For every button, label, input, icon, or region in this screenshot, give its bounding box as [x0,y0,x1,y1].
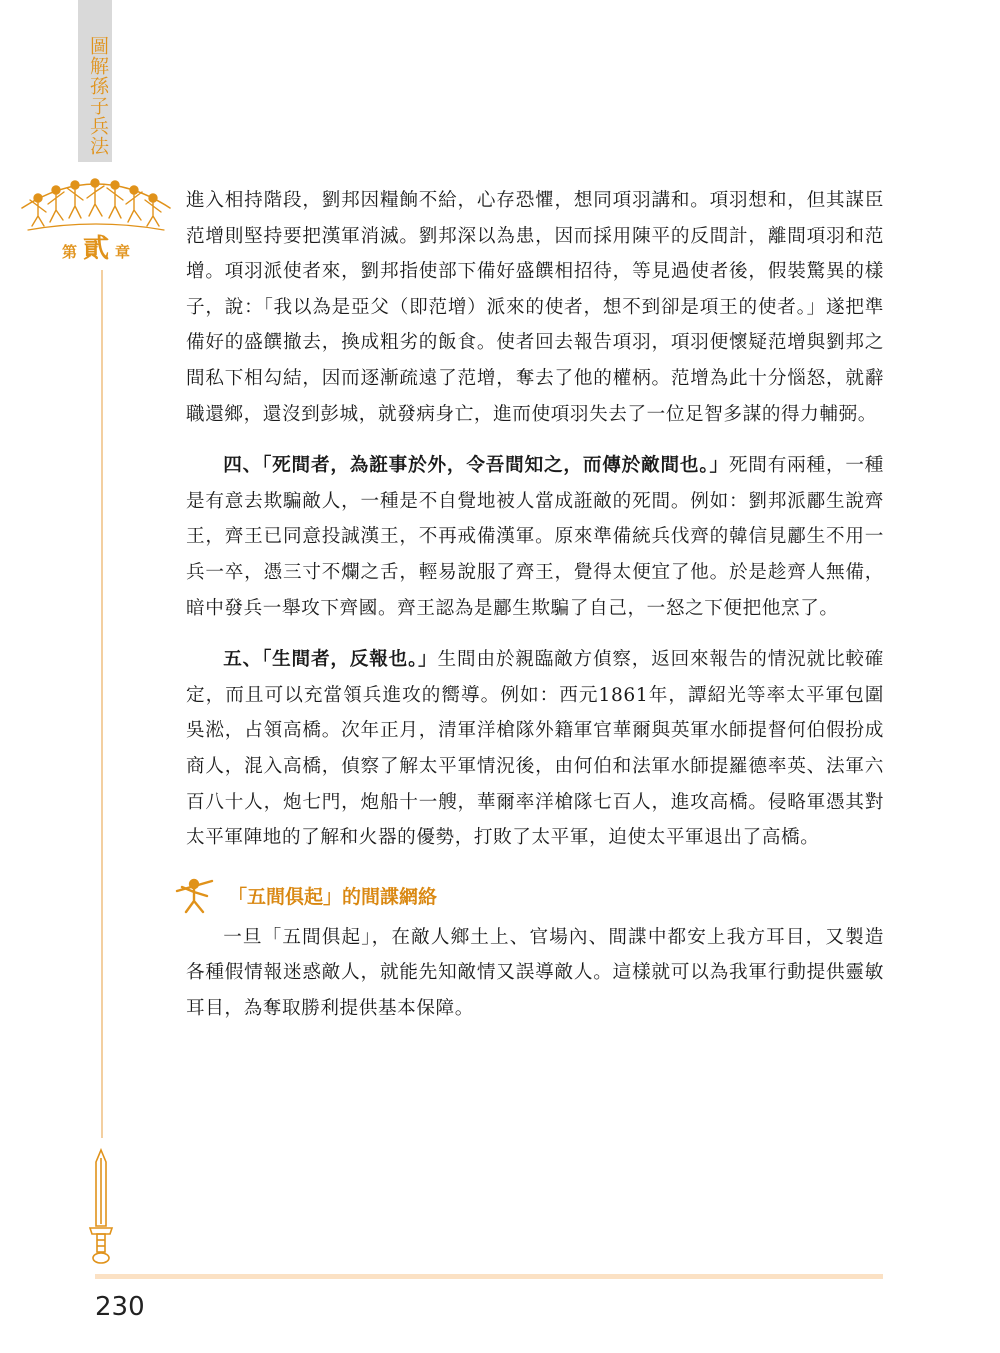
chapter-prefix: 第 [62,243,78,261]
page-number: 230 [95,1292,145,1322]
warrior-icon [174,877,214,915]
section-heading [174,876,884,916]
paragraph-2 [186,448,884,626]
paragraph-4: 一旦「五間俱起」，在敵人鄉土上、官場內、間諜中都安上我方耳目，又製造各種假情報迷惑敵人，就能先知敵情又誤導敵人。這樣就可以為我軍行動提供靈敏耳目，為奪取勝利提供基本保障。 [186,926,884,1019]
margin-guide-line [101,270,103,1138]
paragraph-2-lead: 四、「死間者，為誑事於外，令吾間知之，而傳於敵間也。」 [223,455,729,477]
chapter-number: 貳 [83,234,110,264]
book-title: 圖解孫子兵法 [87,36,109,156]
section-heading-text: 「五間俱起」的間諜網絡 [228,886,438,909]
footer-rule [95,1274,883,1279]
chapter-suffix: 章 [115,243,131,261]
warrior-band-illustration [18,168,174,234]
paragraph-2-body: 死間有兩種，一種是有意去欺騙敵人，一種是不自覺地被人當成誑敵的死間。例如：劉邦派酈生說齊王，齊王已同意投誠漢王，不再戒備漢軍。原來準備統兵伐齊的韓信見酈生不用一兵一卒，憑三寸不爛之舌，輕易說服了齊王，覺得太便宜了他。於是趁齊人無備，暗中發兵一舉攻下齊國。齊王認為是酈生欺騙了自己，一怒之下便把他烹了。 [186,455,884,619]
paragraph-3 [186,642,884,856]
main-content [186,183,884,1026]
paragraph-3-lead: 五、「生間者，反報也。」 [223,649,438,671]
sword-icon [86,1148,116,1268]
paragraph-1: 進入相持階段，劉邦因糧餉不給，心存恐懼，想同項羽講和。項羽想和，但其謀臣范增則堅持要把漢軍消滅。劉邦深以為患，因而採用陳平的反間計，離間項羽和范增。項羽派使者來，劉邦指使部下備好盛饌相招待，等見過使者後，假裝驚異的樣子，說：「我以為是亞父（即范增）派來的使者，想不到卻是項王的使者。」遂把準備好的盛饌撤去，換成粗劣的飯食。使者回去報告項羽，項羽便懷疑范增與劉邦之間私下相勾結，因而逐漸疏遠了范增，奪去了他的權柄。范增為此十分惱怒，就辭職還鄉，還沒到彭城，就發病身亡，進而使項羽失去了一位足智多謀的得力輔弼。 [186,190,884,425]
paragraph-3-body: 生間由於親臨敵方偵察，返回來報告的情況就比較確定，而且可以充當領兵進攻的嚮導。例如：西元1861年，譚紹光等率太平軍包圍吳淞，占領高橋。次年正月，清軍洋槍隊外籍軍官華爾與英軍水師提督何伯假扮成商人，混入高橋，偵察了解太平軍情況後，由何伯和法軍水師提羅德率英、法軍六百八十人，炮七門，炮船十一艘，華爾率洋槍隊七百人，進攻高橋。侵略軍憑其對太平軍陣地的了解和火器的優勢，打敗了太平軍，迫使太平軍退出了高橋。 [186,649,884,849]
chapter-label [62,232,130,262]
side-tab [78,0,112,162]
